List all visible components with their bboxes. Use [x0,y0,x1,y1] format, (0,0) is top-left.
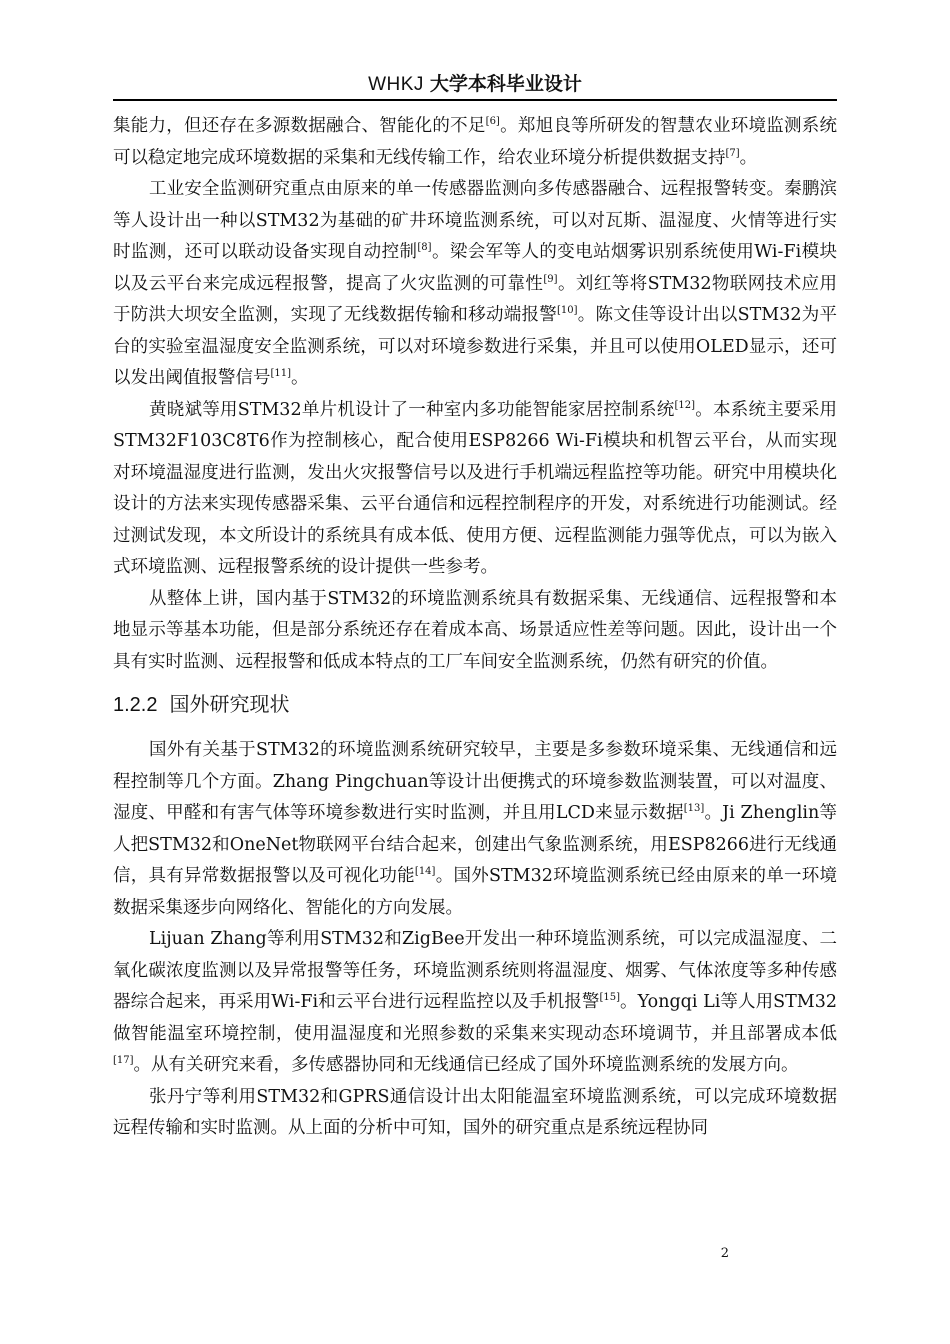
page-body [113,111,837,1145]
paragraph-text: 张丹宁等利用STM32和GPRS通信设计出太阳能温室环境监测系统，可以完成环境数据远程传输和实时监测。从上面的分析中可知，国外的研究重点是系统远程协同 [113,1086,837,1138]
paragraph [113,111,837,174]
paragraph-text: 。Yongqi Li等人用STM32做智能温室环境控制，使用温湿度和光照参数的采集来实现动态环境调节，并且部署成本低 [113,992,837,1044]
citation-reference: [14] [414,866,436,878]
paragraph [113,395,837,584]
paragraph-text: 集能力，但还存在多源数据融合、智能化的不足 [113,116,486,136]
paragraph-text: 。Ji Zhenglin等人把STM32和OneNet物联网平台结合起来，创建出气象监测系统，用ESP8266进行无线通信，具有异常数据报警以及可视化功能 [113,803,837,886]
citation-reference: [10] [557,305,578,317]
page-header [113,70,837,98]
section-title: 国外研究现状 [169,694,290,716]
paragraph-text: 。郑旭良等所研发的智慧农业环境监测系统可以稳定地完成环境数据的采集和无线传输工作，给农业环境分析提供数据支持 [113,116,838,168]
paragraph-text: Lijuan Zhang等利用STM32和ZigBee开发出一种环境监测系统，可以完成温湿度、二氧化碳浓度监测以及异常报警等任务，环境监测系统则将温湿度、烟雾、气体浓度等多种传感器综合起来，再采用Wi-Fi和云平台进行远程监控以及手机报警 [113,929,837,1012]
header-abbreviation: WHKJ [368,74,424,95]
paragraph-text: 。国外STM32环境监测系统已经由原来的单一环境数据采集逐步向网络化、智能化的方向发展。 [113,866,837,918]
citation-reference: [7] [725,147,740,159]
paragraph-text: 。 [291,368,309,388]
paragraph-text: 。本系统主要采用STM32F103C8T6作为控制核心，配合使用ESP8266 Wi-Fi模块和机智云平台，从而实现对环境温湿度进行监测，发出火灾报警信号以及进行手机端远程监控等功能。研究中用模块化设计的方法来实现传感器采集、云平台通信和远程控制程序的开发，对系统进行功能测试。经过测试发现，本文所设计的系统具有成本低、使用方便、远程监测能力强等优点，可以为嵌入式环境监测、远程报警系统的设计提供一些参考。 [113,399,837,577]
paragraph-text: 工业安全监测研究重点由原来的单一传感器监测向多传感器融合、远程报警转变。秦鹏滨等人设计出一种以STM32为基础的矿井环境监测系统，可以对瓦斯、温湿度、火情等进行实时监测，还可以联动设备实现自动控制 [113,179,837,262]
paragraph-text: 。陈文佳等设计出以STM32为平台的实验室温湿度安全监测系统，可以对环境参数进行采集，并且可以使用OLED显示，还可以发出阈值报警信号 [113,305,837,388]
citation-reference: [13] [683,803,705,815]
paragraph-text: 从整体上讲，国内基于STM32的环境监测系统具有数据采集、无线通信、远程报警和本地显示等基本功能，但是部分系统还存在着成本高、场景适应性差等问题。因此，设计出一个具有实时监测、远程报警和低成本特点的工厂车间安全监测系统，仍然有研究的价值。 [113,588,837,672]
paragraph [113,174,837,395]
header-title: 大学本科毕业设计 [429,73,582,95]
paragraph [113,584,837,679]
citation-reference: [12] [674,399,696,411]
paragraph-text: 黄晓斌等用STM32单片机设计了一种室内多功能智能家居控制系统 [149,399,675,420]
paragraph [113,735,837,924]
citation-reference: [9] [543,273,558,285]
paragraph [113,924,837,1082]
paragraph-text: 。从有关研究来看，多传感器协同和无线通信已经成了国外环境监测系统的发展方向。 [133,1055,799,1075]
citation-reference: [6] [485,116,500,128]
citation-reference: [15] [599,992,620,1004]
header-rule [113,99,837,101]
paragraph-text: 。刘红等将STM32物联网技术应用于防洪大坝安全监测，实现了无线数据传输和移动端报警 [113,273,837,325]
paragraph-text: 。 [739,147,758,168]
citation-reference: [17] [113,1055,134,1067]
section-heading [113,687,837,723]
page-number: 2 [720,1246,729,1261]
citation-reference: [11] [270,368,292,380]
section-number: 1.2.2 [113,694,158,716]
paragraph-text: 国外有关基于STM32的环境监测系统研究较早，主要是多参数环境采集、无线通信和远程控制等几个方面。Zhang Pingchuan等设计出便携式的环境参数监测装置，可以对温度、湿度、甲醛和有害气体等环境参数进行实时监测，并且用LCD来显示数据 [113,740,837,823]
paragraph-text: 。梁会军等人的变电站烟雾识别系统使用Wi-Fi模块以及云平台来完成远程报警，提高了火灾监测的可靠性 [113,242,837,294]
citation-reference: [8] [417,242,432,254]
paragraph [113,1082,837,1145]
